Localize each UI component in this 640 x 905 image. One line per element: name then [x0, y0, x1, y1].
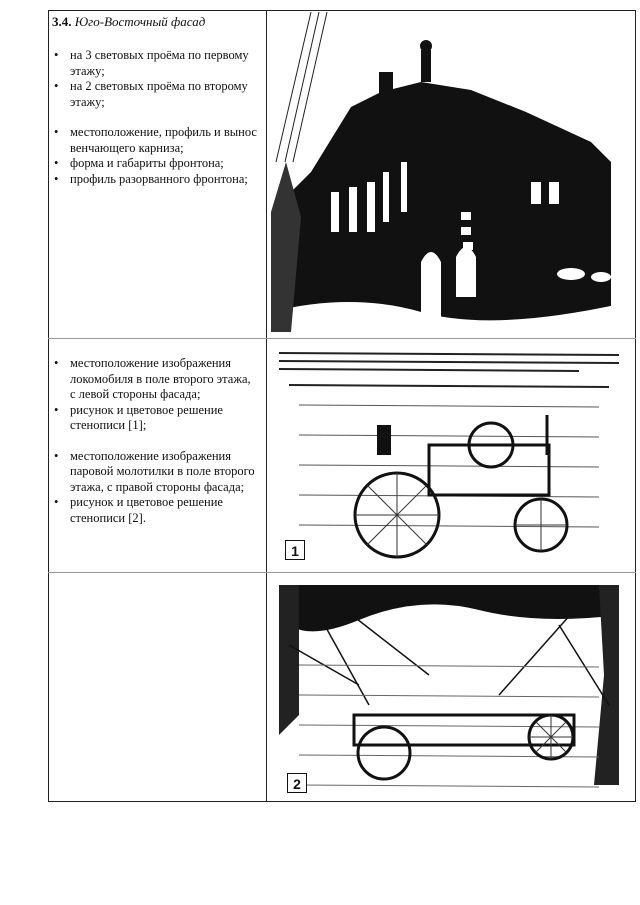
- row-divider: [48, 338, 636, 339]
- list-item: • на 3 световых проёма по первому этажу;: [52, 48, 257, 79]
- section-number: 3.4.: [52, 14, 72, 29]
- thresher-mural-photo: [279, 585, 619, 798]
- requirements-list-2: [52, 356, 257, 526]
- list-item: • на 2 световых проёма по второму этажу;: [52, 79, 257, 110]
- row-divider: [48, 572, 636, 573]
- list-item: • местоположение изображения паровой молотилки в поле второго этажа, с правой стороны фасада;: [52, 449, 257, 496]
- photo-label-1: 1: [285, 540, 305, 560]
- list-item: • рисунок и цветовое решение стенописи [2].: [52, 495, 257, 526]
- requirements-list-1: [52, 48, 257, 187]
- list-item: • форма и габариты фронтона;: [52, 156, 257, 172]
- list-item: • профиль разорванного фронтона;: [52, 172, 257, 188]
- locomobile-mural-photo: [279, 345, 619, 563]
- column-divider: [266, 10, 267, 802]
- photo-label-2: 2: [287, 773, 307, 793]
- section-heading: [52, 14, 205, 30]
- section-title: Юго-Восточный фасад: [74, 14, 206, 29]
- list-item: • рисунок и цветовое решение стенописи [1];: [52, 403, 257, 434]
- list-item: • местоположение, профиль и вынос венчающего карниза;: [52, 125, 257, 156]
- building-photo: [271, 12, 620, 332]
- list-item: • местоположение изображения локомобиля в поле второго этажа, с левой стороны фасада;: [52, 356, 257, 403]
